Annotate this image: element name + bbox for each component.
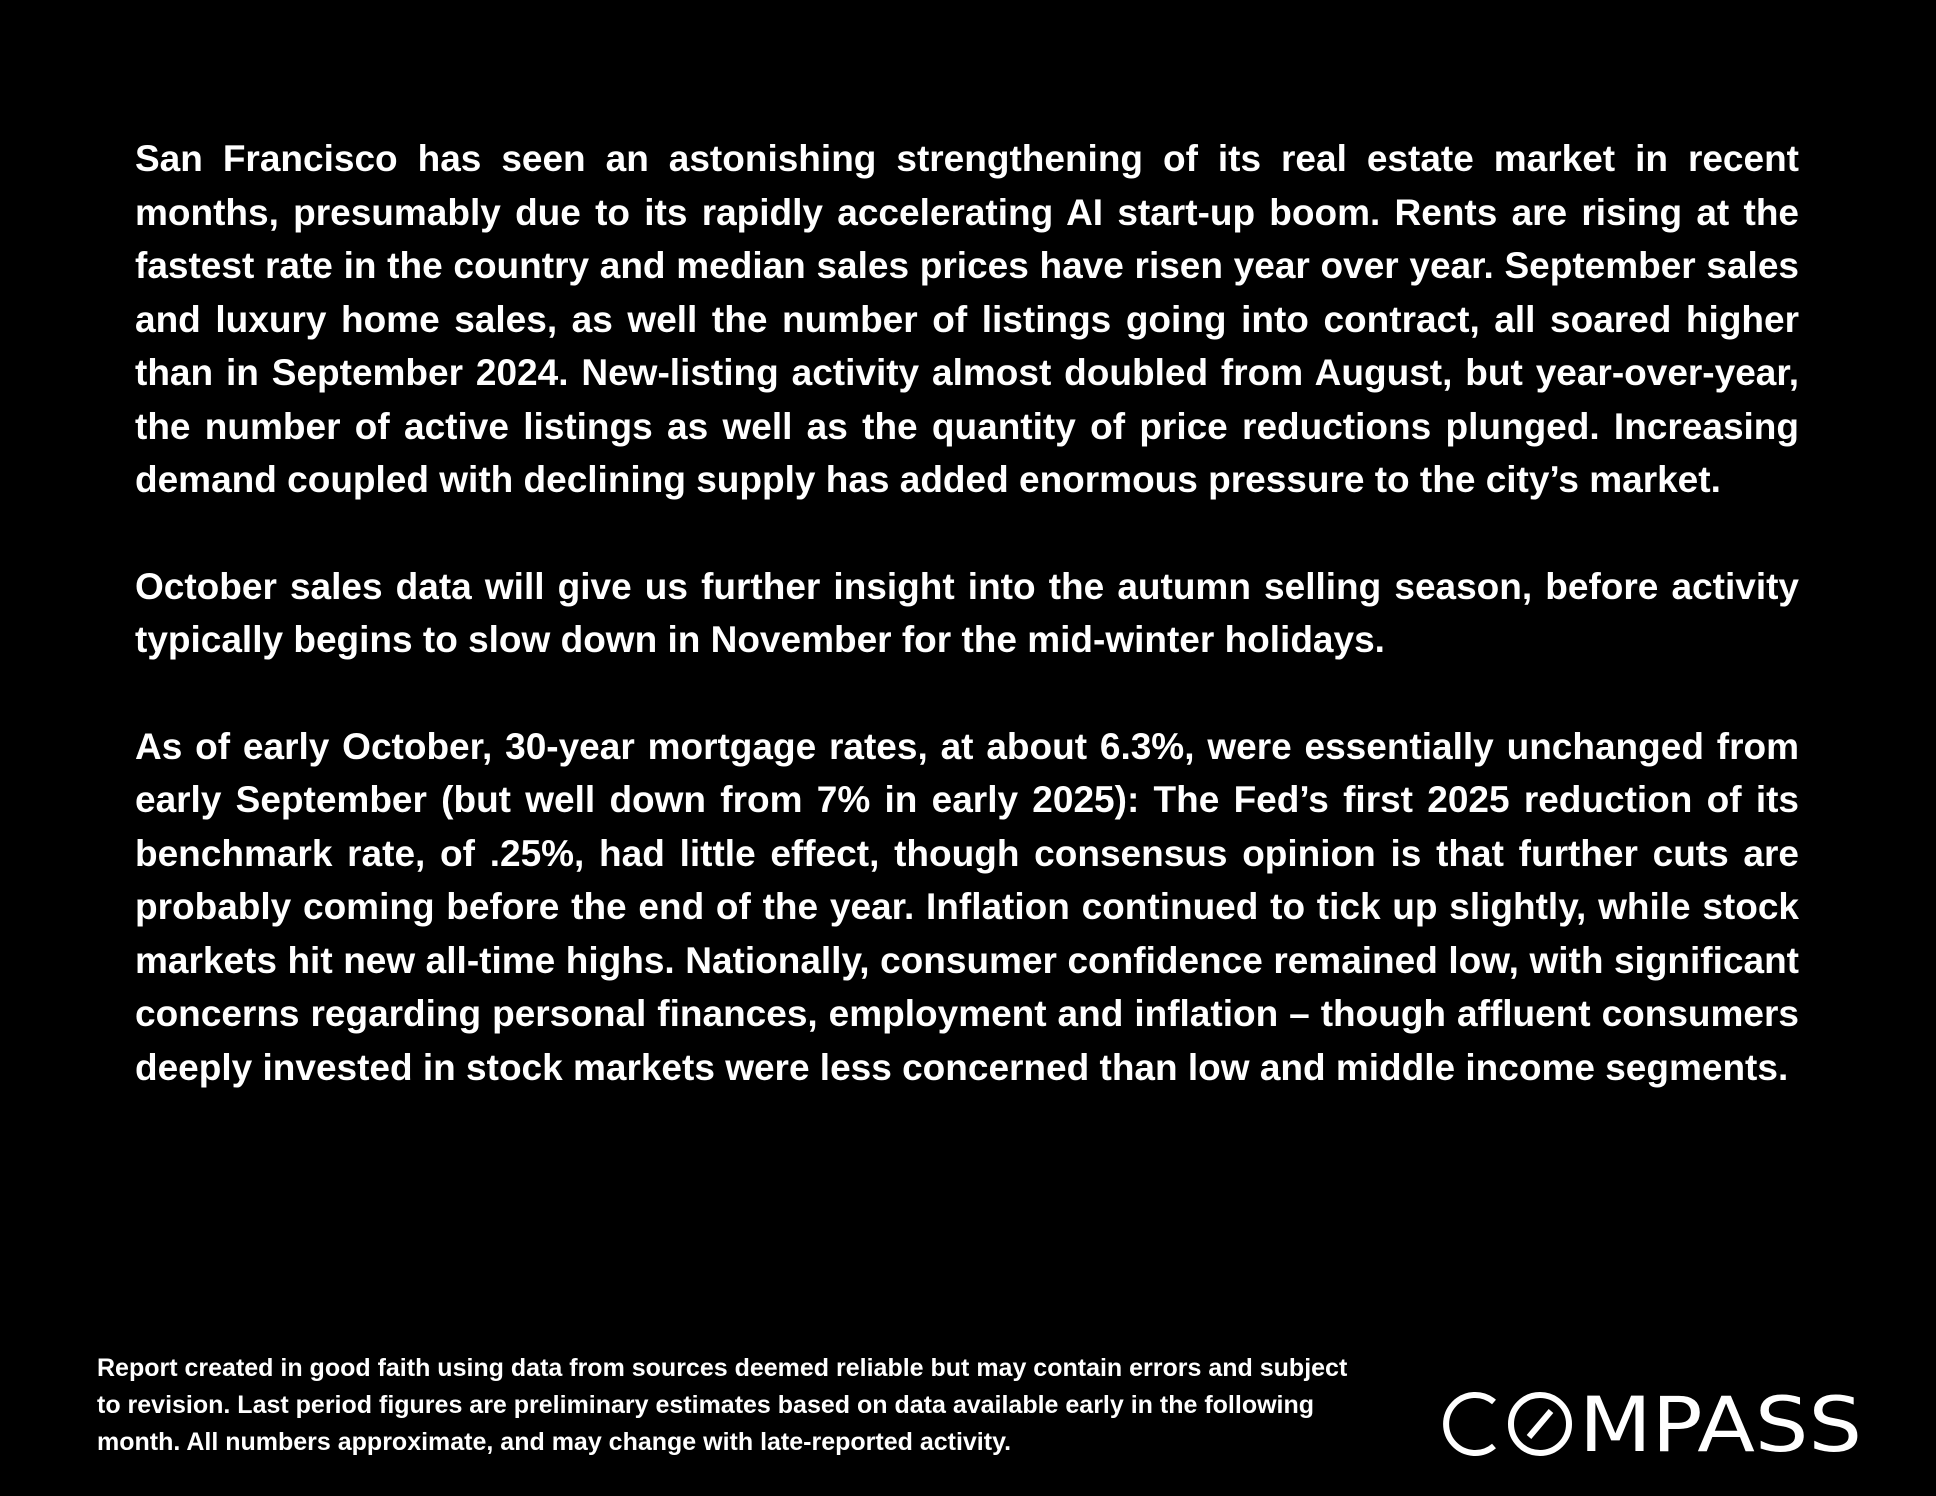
paragraph-economy: As of early October, 30-year mortgage rates, at about 6.3%, were essentially unchanged from early September (but well down from 7% in early 2025): The Fed’s first 2025 reduction of its benchmark rate, of .25%, had little effect, though consensus opinion is that further cuts are probably coming before the end of the year. Inflation continued to tick up slightly, while stock markets hit new all-time highs. Nationally, consumer confidence remained low, with significant concerns regarding personal finances, employment and inflation – though affluent consumers deeply invested in stock markets were less concerned than low and middle income segments. bbox=[135, 725, 1799, 1088]
compass-logo bbox=[1438, 1388, 1862, 1460]
disclaimer-text: Report created in good faith using data from sources deemed reliable but may contain errors and subject to revision. Last period figures are preliminary estimates based on data available early in the following month. All numbers approximate, and may change with late-reported activity. bbox=[97, 1354, 1348, 1456]
market-commentary bbox=[135, 132, 1799, 1094]
paragraph-october-outlook: October sales data will give us further insight into the autumn selling season, before activity typically begins to slow down in November for the mid-winter holidays. bbox=[135, 565, 1799, 660]
compass-logo-text: MPASS bbox=[1579, 1388, 1862, 1460]
compass-o-icon bbox=[1511, 1395, 1569, 1453]
paragraph-market-overview: San Francisco has seen an astonishing strengthening of its real estate market in recent months, presumably due to its rapidly accelerating AI start-up boom. Rents are rising at the fastest rate in the country and median sales prices have risen year over year. September sales and luxury home sales, as well the number of listings going into contract, all soared higher than in September 2024. New-listing activity almost doubled from August, but year-over-year, the number of active listings as well as the quantity of price reductions plunged. Increasing demand coupled with declining supply has added enormous pressure to the city’s market. bbox=[135, 138, 1799, 500]
